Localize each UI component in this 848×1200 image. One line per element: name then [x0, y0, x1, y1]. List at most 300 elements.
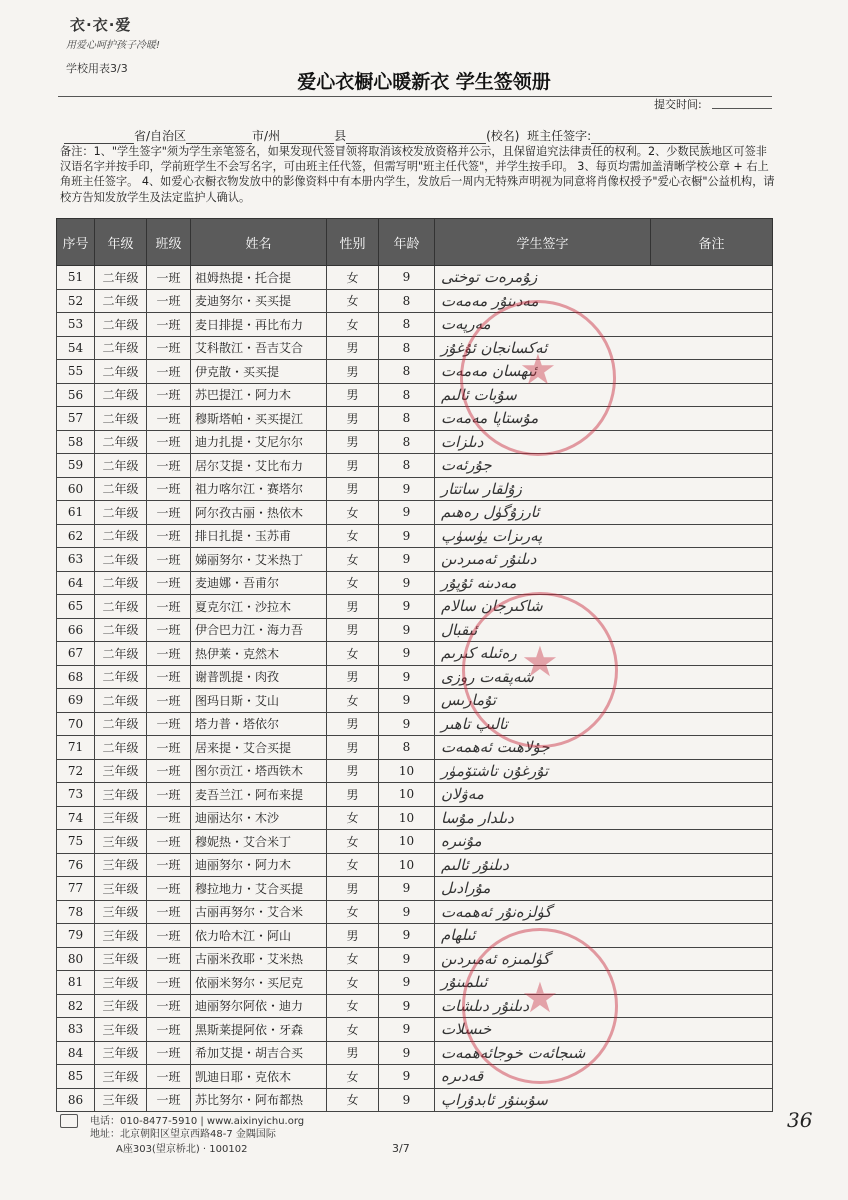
- row-age: 9: [379, 571, 435, 595]
- row-name: 迪丽达尔・木沙: [191, 806, 327, 830]
- row-signature[interactable]: ﺩﯨﻠﻨﯘﺭ ﺋﻪﻣﯩﺮﺩﯨﻦ: [435, 548, 651, 572]
- row-name: 夏克尔江・沙拉木: [191, 595, 327, 619]
- row-age: 9: [379, 665, 435, 689]
- row-name: 依力哈木江・阿山: [191, 924, 327, 948]
- row-signature[interactable]: ﺳﯘﺑﯩﻨﯘﺭ ﺋﺎﺑﺪﯗﺭﺍﭖ: [435, 1088, 651, 1112]
- table-row: [57, 994, 773, 1018]
- row-no: 57: [57, 407, 95, 431]
- row-age: 9: [379, 642, 435, 666]
- table-row: [57, 430, 773, 454]
- row-no: 76: [57, 853, 95, 877]
- row-remark[interactable]: [651, 830, 773, 854]
- row-sex: 女: [327, 853, 379, 877]
- row-no: 64: [57, 571, 95, 595]
- row-no: 81: [57, 971, 95, 995]
- row-age: 9: [379, 877, 435, 901]
- row-sex: 女: [327, 501, 379, 525]
- row-class: 一班: [147, 712, 191, 736]
- mail-icon: [60, 1114, 78, 1128]
- table-row: [57, 665, 773, 689]
- row-remark[interactable]: [651, 924, 773, 948]
- row-remark[interactable]: [651, 501, 773, 525]
- header-no: 序号: [57, 219, 95, 266]
- row-grade: 三年级: [95, 1065, 147, 1089]
- row-grade: 三年级: [95, 877, 147, 901]
- header-name: 姓名: [191, 219, 327, 266]
- row-age: 8: [379, 336, 435, 360]
- row-remark[interactable]: [651, 783, 773, 807]
- row-remark[interactable]: [651, 642, 773, 666]
- school-info-row: [64, 127, 709, 144]
- row-age: 9: [379, 971, 435, 995]
- row-no: 65: [57, 595, 95, 619]
- row-name: 居来提・艾合买提: [191, 736, 327, 760]
- row-remark[interactable]: [651, 383, 773, 407]
- row-name: 图尔贡江・塔西铁木: [191, 759, 327, 783]
- row-grade: 三年级: [95, 806, 147, 830]
- teacher-sign-label: 班主任签字:: [527, 129, 592, 143]
- row-no: 77: [57, 877, 95, 901]
- county-field[interactable]: [280, 131, 334, 144]
- table-row: [57, 736, 773, 760]
- row-grade: 二年级: [95, 336, 147, 360]
- row-name: 希加艾提・胡吉合买: [191, 1041, 327, 1065]
- row-sex: 男: [327, 665, 379, 689]
- table-row: [57, 289, 773, 313]
- row-no: 67: [57, 642, 95, 666]
- row-sex: 男: [327, 430, 379, 454]
- row-name: 迪丽努尔阿依・迪力: [191, 994, 327, 1018]
- row-age: 8: [379, 407, 435, 431]
- submit-time-field[interactable]: [712, 108, 772, 109]
- row-class: 一班: [147, 642, 191, 666]
- row-name: 排日扎提・玉苏甫: [191, 524, 327, 548]
- row-sex: 男: [327, 783, 379, 807]
- row-signature[interactable]: ﺷﯩﺠﺎﺋﻪﺕ ﺧﻮﺟﺎﺋﻪﮬﻤﻪﺕ: [435, 1041, 651, 1065]
- row-sex: 女: [327, 806, 379, 830]
- row-signature[interactable]: ﺯﯘﻣﺮﻩﺕ ﺗﻮﺧﺘﻰ: [435, 266, 651, 290]
- row-remark[interactable]: [651, 665, 773, 689]
- row-grade: 二年级: [95, 360, 147, 384]
- row-name: 塔力普・塔依尔: [191, 712, 327, 736]
- table-row: [57, 900, 773, 924]
- row-remark[interactable]: [651, 618, 773, 642]
- row-signature[interactable]: ﺧﯩﺴﻼﺕ: [435, 1018, 651, 1042]
- row-name: 黑斯莱提阿依・牙森: [191, 1018, 327, 1042]
- row-grade: 三年级: [95, 853, 147, 877]
- row-grade: 二年级: [95, 289, 147, 313]
- row-age: 8: [379, 383, 435, 407]
- row-class: 一班: [147, 571, 191, 595]
- row-signature[interactable]: ﭘﻪﺭﯨﺰﺍﺕ ﻳﯜﺳﯜﭖ: [435, 524, 651, 548]
- row-signature[interactable]: ﻣﻪﯞﻟﺎﻥ: [435, 783, 651, 807]
- row-class: 一班: [147, 806, 191, 830]
- row-name: 迪丽努尔・阿力木: [191, 853, 327, 877]
- sign-table: [56, 218, 773, 1112]
- row-no: 72: [57, 759, 95, 783]
- row-class: 一班: [147, 595, 191, 619]
- row-class: 一班: [147, 360, 191, 384]
- row-signature[interactable]: ﮔﯜﻟﺰﻩﻧﯘﺭ ﺋﻪﮬﻤﻪﺕ: [435, 900, 651, 924]
- row-signature[interactable]: ﺋﯩﻘﺒﺎﻝ: [435, 618, 651, 642]
- row-name: 麦吾兰江・阿布来提: [191, 783, 327, 807]
- page-number: 3/7: [392, 1142, 410, 1155]
- row-no: 68: [57, 665, 95, 689]
- row-signature[interactable]: ﺷﻪﭘﻘﻪﺕ ﺭﻭﺯﻯ: [435, 665, 651, 689]
- table-row: [57, 266, 773, 290]
- row-remark[interactable]: [651, 548, 773, 572]
- row-signature[interactable]: ﺋﯩﻠﻤﯩﻨﯘﺭ: [435, 971, 651, 995]
- row-sex: 女: [327, 1065, 379, 1089]
- row-sex: 男: [327, 1041, 379, 1065]
- row-sex: 男: [327, 477, 379, 501]
- table-row: [57, 454, 773, 478]
- row-signature[interactable]: ﺋﻪﻛﺴﺎﻧﺠﺎﻥ ﺋﯘﻏﯘﺯ: [435, 336, 651, 360]
- row-sex: 女: [327, 313, 379, 337]
- row-age: 9: [379, 1041, 435, 1065]
- row-name: 麦迪娜・吾甫尔: [191, 571, 327, 595]
- row-sex: 男: [327, 924, 379, 948]
- row-no: 54: [57, 336, 95, 360]
- row-remark[interactable]: [651, 454, 773, 478]
- row-name: 凯迪日耶・克依木: [191, 1065, 327, 1089]
- row-grade: 二年级: [95, 689, 147, 713]
- row-remark[interactable]: [651, 947, 773, 971]
- row-age: 9: [379, 1088, 435, 1112]
- row-class: 一班: [147, 1018, 191, 1042]
- row-age: 10: [379, 806, 435, 830]
- row-age: 9: [379, 524, 435, 548]
- row-no: 51: [57, 266, 95, 290]
- row-name: 穆拉地力・艾合买提: [191, 877, 327, 901]
- row-remark[interactable]: [651, 759, 773, 783]
- row-sex: 女: [327, 994, 379, 1018]
- row-name: 图玛日斯・艾山: [191, 689, 327, 713]
- header-remark: 备注: [651, 219, 773, 266]
- row-signature[interactable]: ﻣﯘﻧﯩﺮﻩ: [435, 830, 651, 854]
- table-row: [57, 313, 773, 337]
- row-remark[interactable]: [651, 689, 773, 713]
- row-signature[interactable]: ﺋﺎﺭﺯﯗﮔﯜﻝ ﺭﻩﮬﯩﻢ: [435, 501, 651, 525]
- table-row: [57, 360, 773, 384]
- row-remark[interactable]: [651, 336, 773, 360]
- row-grade: 二年级: [95, 266, 147, 290]
- table-row: [57, 336, 773, 360]
- row-signature[interactable]: ﻣﻪﺭﭘﻪﺕ: [435, 313, 651, 337]
- row-name: 麦迪努尔・买买提: [191, 289, 327, 313]
- row-signature[interactable]: ﺋﯩﻠﮭﺎﻡ: [435, 924, 651, 948]
- row-class: 一班: [147, 947, 191, 971]
- row-signature[interactable]: ﻣﻪﺩﯨﻨﯘﺭ ﻣﻪﻣﻪﺕ: [435, 289, 651, 313]
- row-class: 一班: [147, 900, 191, 924]
- row-grade: 三年级: [95, 1088, 147, 1112]
- row-remark[interactable]: [651, 1018, 773, 1042]
- row-name: 祖姆热提・托合提: [191, 266, 327, 290]
- table-row: [57, 806, 773, 830]
- school-name-field[interactable]: [346, 131, 486, 144]
- row-name: 祖力喀尔江・赛塔尔: [191, 477, 327, 501]
- table-row: [57, 642, 773, 666]
- row-remark[interactable]: [651, 1065, 773, 1089]
- table-row: [57, 618, 773, 642]
- row-remark[interactable]: [651, 313, 773, 337]
- handwritten-note: 36: [787, 1108, 813, 1132]
- row-signature[interactable]: ﻣﯘﺭﺍﺩﯨﻞ: [435, 877, 651, 901]
- row-remark[interactable]: [651, 289, 773, 313]
- row-remark[interactable]: [651, 430, 773, 454]
- table-row: [57, 477, 773, 501]
- table-row: [57, 924, 773, 948]
- logo-slogan: 用爱心呵护孩子冷暖!: [66, 40, 161, 51]
- row-grade: 二年级: [95, 571, 147, 595]
- row-class: 一班: [147, 313, 191, 337]
- row-grade: 二年级: [95, 454, 147, 478]
- row-grade: 三年级: [95, 759, 147, 783]
- row-no: 86: [57, 1088, 95, 1112]
- row-signature[interactable]: ﻣﻪﺩﯨﻨﻪ ﺋﯘﭘﯘﺭ: [435, 571, 651, 595]
- row-remark[interactable]: [651, 712, 773, 736]
- row-age: 9: [379, 712, 435, 736]
- row-no: 52: [57, 289, 95, 313]
- row-sex: 女: [327, 524, 379, 548]
- row-signature[interactable]: ﺗﺎﻟﯩﭗ ﺗﺎﮬﯩﺮ: [435, 712, 651, 736]
- row-name: 穆斯塔帕・买买提江: [191, 407, 327, 431]
- table-row: [57, 783, 773, 807]
- row-signature[interactable]: ﺟﯘﺭﺋﻪﺕ: [435, 454, 651, 478]
- row-grade: 三年级: [95, 947, 147, 971]
- row-grade: 三年级: [95, 1041, 147, 1065]
- row-name: 伊克散・买买提: [191, 360, 327, 384]
- row-sex: 男: [327, 618, 379, 642]
- row-remark[interactable]: [651, 877, 773, 901]
- row-name: 麦日排提・再比布力: [191, 313, 327, 337]
- row-signature[interactable]: ﺭﻩﺋﯩﻠﻪ ﻛﯩﺮﯨﻢ: [435, 642, 651, 666]
- row-remark[interactable]: [651, 524, 773, 548]
- row-age: 8: [379, 430, 435, 454]
- row-no: 80: [57, 947, 95, 971]
- row-no: 61: [57, 501, 95, 525]
- row-age: 10: [379, 759, 435, 783]
- row-age: 9: [379, 900, 435, 924]
- row-sex: 男: [327, 877, 379, 901]
- row-signature[interactable]: ﺩﯨﻠﺰﺍﺕ: [435, 430, 651, 454]
- row-class: 一班: [147, 289, 191, 313]
- header-grade: 年级: [95, 219, 147, 266]
- row-sex: 男: [327, 360, 379, 384]
- row-name: 谢普凯提・肉孜: [191, 665, 327, 689]
- row-signature[interactable]: ﺯﯗﻟﻘﺎﺭ ﺳﺎﺗﺘﺎﺭ: [435, 477, 651, 501]
- row-sex: 男: [327, 336, 379, 360]
- row-grade: 三年级: [95, 971, 147, 995]
- row-remark[interactable]: [651, 994, 773, 1018]
- row-name: 伊合巴力江・海力吾: [191, 618, 327, 642]
- row-grade: 二年级: [95, 618, 147, 642]
- row-no: 78: [57, 900, 95, 924]
- row-sex: 女: [327, 266, 379, 290]
- row-remark[interactable]: [651, 971, 773, 995]
- row-signature[interactable]: ﺳﯘﺑﺎﺕ ﺋﺎﻟﯩﻢ: [435, 383, 651, 407]
- row-remark[interactable]: [651, 360, 773, 384]
- table-row: [57, 830, 773, 854]
- row-age: 9: [379, 924, 435, 948]
- row-no: 70: [57, 712, 95, 736]
- row-sex: 女: [327, 900, 379, 924]
- row-name: 穆妮热・艾合米丁: [191, 830, 327, 854]
- school-seal: ★: [460, 300, 616, 456]
- row-sex: 男: [327, 712, 379, 736]
- row-grade: 二年级: [95, 712, 147, 736]
- row-signature[interactable]: ﺷﺎﻛﯩﺮﺟﺎﻥ ﺳﺎﻻﻡ: [435, 595, 651, 619]
- city-label: 市/州: [252, 129, 281, 143]
- row-no: 55: [57, 360, 95, 384]
- row-class: 一班: [147, 971, 191, 995]
- row-age: 8: [379, 454, 435, 478]
- header-age: 年龄: [379, 219, 435, 266]
- row-grade: 三年级: [95, 783, 147, 807]
- school-seal: ★: [462, 928, 618, 1084]
- row-name: 阿尔孜古丽・热依木: [191, 501, 327, 525]
- table-row: [57, 1018, 773, 1042]
- row-sex: 女: [327, 289, 379, 313]
- row-class: 一班: [147, 665, 191, 689]
- row-sex: 男: [327, 407, 379, 431]
- row-remark[interactable]: [651, 853, 773, 877]
- row-grade: 三年级: [95, 994, 147, 1018]
- row-signature[interactable]: ﺟﯘﻻﮬﯩﺖ ﺋﻪﮬﻤﻪﺕ: [435, 736, 651, 760]
- row-no: 73: [57, 783, 95, 807]
- row-class: 一班: [147, 548, 191, 572]
- row-no: 82: [57, 994, 95, 1018]
- row-name: 热伊莱・克然木: [191, 642, 327, 666]
- row-sex: 男: [327, 383, 379, 407]
- row-class: 一班: [147, 383, 191, 407]
- row-age: 9: [379, 1065, 435, 1089]
- row-no: 59: [57, 454, 95, 478]
- footer-address-2: A座303(望京桥北) · 100102: [116, 1144, 248, 1155]
- notes-text: 备注：1、"学生签字"须为学生亲笔签名，如果发现代签冒领将取消该校发放资格并公示，且保留追究法律责任的权利。2、少数民族地区可签非汉语名字并按手印，学前班学生不会写名字，可由班主任代签，但需写明"班主任代签"，并学生按手印。 3、每页均需加盖清晰学校公章 + 右上角班主任签字。 4、如爱心衣橱衣物发放中的影像资料中有本册内学生，发放后一周内无特殊声明视为同意将肖像权授予"爱心衣橱"公益机构，请校方告知发放学生及法定监护人确认。: [60, 145, 775, 204]
- row-class: 一班: [147, 266, 191, 290]
- row-class: 一班: [147, 454, 191, 478]
- row-remark[interactable]: [651, 266, 773, 290]
- row-class: 一班: [147, 1041, 191, 1065]
- row-age: 9: [379, 947, 435, 971]
- row-remark[interactable]: [651, 900, 773, 924]
- row-signature[interactable]: ﺩﯨﻠﻨﯘﺭ ﺋﺎﻟﯩﻢ: [435, 853, 651, 877]
- row-sex: 女: [327, 830, 379, 854]
- row-no: 75: [57, 830, 95, 854]
- table-row: [57, 383, 773, 407]
- header-class: 班级: [147, 219, 191, 266]
- row-sex: 女: [327, 947, 379, 971]
- row-remark[interactable]: [651, 806, 773, 830]
- row-class: 一班: [147, 1088, 191, 1112]
- row-no: 66: [57, 618, 95, 642]
- row-age: 8: [379, 313, 435, 337]
- row-class: 一班: [147, 618, 191, 642]
- row-grade: 二年级: [95, 736, 147, 760]
- row-age: 10: [379, 853, 435, 877]
- row-sex: 女: [327, 642, 379, 666]
- row-age: 8: [379, 360, 435, 384]
- row-grade: 三年级: [95, 900, 147, 924]
- row-class: 一班: [147, 477, 191, 501]
- city-field[interactable]: [186, 131, 252, 144]
- row-name: 古丽再努尔・艾合米: [191, 900, 327, 924]
- row-signature[interactable]: ﺩﯨﻠﺪﺍﺭ ﻣﯘﺳﺎ: [435, 806, 651, 830]
- row-remark[interactable]: [651, 407, 773, 431]
- row-no: 79: [57, 924, 95, 948]
- row-signature[interactable]: ﺗﯘﺭﻏﯘﻥ ﺗﺎﺷﺘﯚﻣﯜﺭ: [435, 759, 651, 783]
- table-row: [57, 759, 773, 783]
- row-class: 一班: [147, 736, 191, 760]
- row-name: 居尔艾提・艾比布力: [191, 454, 327, 478]
- footer-phone: 电话：010-8477-5910 | www.aixinyichu.org: [90, 1116, 305, 1127]
- row-class: 一班: [147, 430, 191, 454]
- row-no: 62: [57, 524, 95, 548]
- row-signature[interactable]: ﺩﯨﻠﻨﯘﺭ ﺩﯨﻠﺸﺎﺕ: [435, 994, 651, 1018]
- row-remark[interactable]: [651, 1088, 773, 1112]
- row-age: 9: [379, 595, 435, 619]
- table-row: [57, 407, 773, 431]
- row-grade: 二年级: [95, 548, 147, 572]
- county-label: 县: [334, 129, 347, 143]
- table-row: [57, 877, 773, 901]
- row-remark[interactable]: [651, 736, 773, 760]
- row-age: 8: [379, 289, 435, 313]
- row-remark[interactable]: [651, 595, 773, 619]
- teacher-sign-field[interactable]: [591, 131, 709, 144]
- row-age: 9: [379, 477, 435, 501]
- row-remark[interactable]: [651, 1041, 773, 1065]
- table-row: [57, 853, 773, 877]
- row-no: 71: [57, 736, 95, 760]
- row-signature[interactable]: ﻗﻪﺩﯨﺮﻩ: [435, 1065, 651, 1089]
- row-no: 63: [57, 548, 95, 572]
- row-remark[interactable]: [651, 477, 773, 501]
- table-row: [57, 947, 773, 971]
- province-field[interactable]: [64, 131, 134, 144]
- row-signature[interactable]: ﺗﯘﻣﺎﺭﯨﺲ: [435, 689, 651, 713]
- row-remark[interactable]: [651, 571, 773, 595]
- submit-time-label: 提交时间:: [654, 98, 702, 111]
- row-no: 83: [57, 1018, 95, 1042]
- row-sex: 女: [327, 1088, 379, 1112]
- row-class: 一班: [147, 524, 191, 548]
- row-sex: 男: [327, 454, 379, 478]
- row-age: 10: [379, 783, 435, 807]
- row-signature[interactable]: ﻣﯘﺳﺘﺎﭘﺎ ﻣﻪﻣﻪﺕ: [435, 407, 651, 431]
- row-age: 9: [379, 266, 435, 290]
- row-sex: 女: [327, 971, 379, 995]
- row-class: 一班: [147, 924, 191, 948]
- school-seal: ★: [462, 592, 618, 748]
- row-signature[interactable]: ﮔﯜﻟﻤﯩﺰﻩ ﺋﻪﻣﯩﺮﺩﯨﻦ: [435, 947, 651, 971]
- row-age: 9: [379, 618, 435, 642]
- row-grade: 二年级: [95, 501, 147, 525]
- row-no: 69: [57, 689, 95, 713]
- row-age: 8: [379, 736, 435, 760]
- row-grade: 二年级: [95, 477, 147, 501]
- row-signature[interactable]: ﺋﯩﻬﺴﺎﻥ ﻣﻪﻣﻪﺕ: [435, 360, 651, 384]
- table-row: [57, 501, 773, 525]
- row-sex: 女: [327, 548, 379, 572]
- row-name: 娣丽努尔・艾米热丁: [191, 548, 327, 572]
- row-sex: 女: [327, 571, 379, 595]
- row-class: 一班: [147, 853, 191, 877]
- table-row: [57, 1065, 773, 1089]
- table-row: [57, 524, 773, 548]
- row-name: 古丽米孜耶・艾米热: [191, 947, 327, 971]
